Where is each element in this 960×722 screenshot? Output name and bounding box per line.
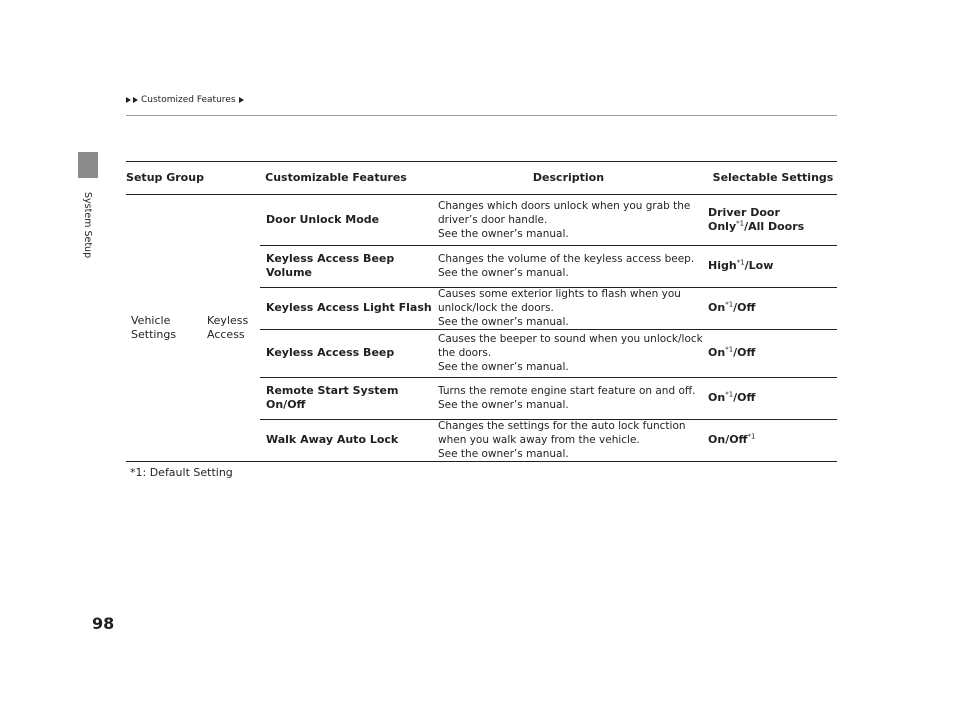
table-bottom-rule xyxy=(126,461,837,462)
setting-values xyxy=(708,346,755,360)
header-setup-group: Setup Group xyxy=(126,171,204,184)
setting-values xyxy=(708,433,755,447)
feature-name: Remote Start System On/Off xyxy=(266,384,399,411)
header-selectable-settings: Selectable Settings xyxy=(712,171,834,184)
section-side-label: System Setup xyxy=(82,192,93,259)
footnote: *1: Default Setting xyxy=(130,466,233,479)
selectable-setting xyxy=(708,287,837,329)
setting-values xyxy=(708,206,837,234)
header-customizable-features: Customizable Features xyxy=(265,171,407,184)
breadcrumb-arrow-icon xyxy=(126,97,131,103)
default-marker: *1 xyxy=(725,300,734,309)
default-marker: *1 xyxy=(725,390,734,399)
selectable-setting xyxy=(708,377,837,419)
feature-description: Causes some exterior lights to flash when you unlock/lock the doors. See the owner’s manual. xyxy=(438,288,681,328)
setting-option: /Off xyxy=(733,301,756,314)
selectable-setting xyxy=(708,419,837,461)
setting-option: /Off xyxy=(733,391,756,404)
breadcrumb-current[interactable]: Customized Features xyxy=(141,95,236,105)
setting-values xyxy=(708,259,773,273)
default-marker: *1 xyxy=(725,345,734,354)
breadcrumb xyxy=(126,94,244,106)
group-vehicle-settings: Vehicle Settings xyxy=(131,314,177,341)
feature-name: Keyless Access Light Flash xyxy=(266,301,432,314)
feature-description: Changes the settings for the auto lock function when you walk away from the vehicle. See the owner’s manual. xyxy=(438,420,686,460)
header-description: Description xyxy=(532,171,605,184)
subgroup-keyless-access: Keyless Access xyxy=(207,314,249,341)
default-marker: *1 xyxy=(736,258,745,267)
setting-option: /Off xyxy=(733,346,756,359)
feature-name: Door Unlock Mode xyxy=(266,213,380,226)
setting-option: On xyxy=(708,346,726,359)
selectable-setting xyxy=(708,245,837,287)
setting-option: High xyxy=(708,259,737,272)
setting-option: /All Doors xyxy=(744,220,805,233)
feature-description: Changes the volume of the keyless access beep. See the owner’s manual. xyxy=(438,253,695,279)
setting-option: On xyxy=(708,433,726,446)
header-divider xyxy=(126,115,837,116)
feature-description: Changes which doors unlock when you grab the driver’s door handle. See the owner’s manual. xyxy=(438,200,691,240)
feature-name: Walk Away Auto Lock xyxy=(266,433,399,446)
feature-name: Keyless Access Beep Volume xyxy=(266,252,395,279)
selectable-setting xyxy=(708,329,837,377)
default-marker: *1 xyxy=(736,219,745,228)
setting-values xyxy=(708,391,755,405)
feature-description: Turns the remote engine start feature on and off. See the owner’s manual. xyxy=(438,385,696,411)
breadcrumb-arrow-icon xyxy=(239,97,244,103)
default-marker: *1 xyxy=(747,432,756,441)
setting-option: On xyxy=(708,301,726,314)
setting-option: /Low xyxy=(744,259,774,272)
setting-values xyxy=(708,301,755,315)
section-tab-marker xyxy=(78,152,98,178)
page-number: 98 xyxy=(92,614,115,633)
setting-option: Driver Door Only xyxy=(708,206,780,233)
feature-description: Causes the beeper to sound when you unlock/lock the doors. See the owner’s manual. xyxy=(438,333,703,373)
feature-name: Keyless Access Beep xyxy=(266,346,395,359)
setting-option: /Off xyxy=(725,433,748,446)
selectable-setting xyxy=(708,195,837,245)
breadcrumb-arrow-icon xyxy=(133,97,138,103)
setting-option: On xyxy=(708,391,726,404)
